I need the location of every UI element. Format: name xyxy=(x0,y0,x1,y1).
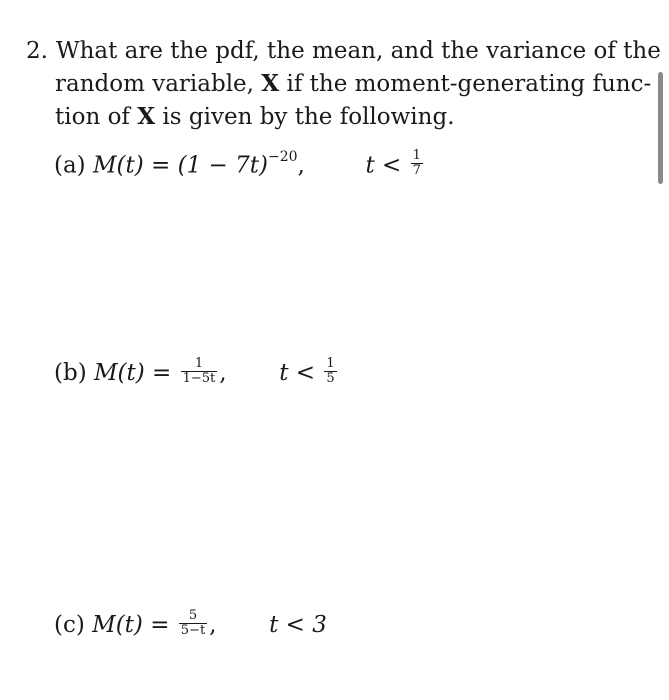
random-variable-x-2: X xyxy=(137,103,156,130)
part-a-condition: t < xyxy=(365,152,402,179)
problem-text-3a: tion of xyxy=(55,104,130,130)
part-b-mgf-lhs: M(t) = xyxy=(93,360,172,386)
part-c-numerator: 5 xyxy=(179,609,207,624)
part-c xyxy=(54,608,327,642)
part-a-mgf: M(t) = (1 − 7t) xyxy=(92,152,268,179)
problem-text-1: What are the pdf, the mean, and the variance of the xyxy=(55,38,661,64)
part-a-cond-denominator: 7 xyxy=(412,163,421,179)
part-b-cond-numerator: 1 xyxy=(326,355,335,371)
part-b-mgf-fraction xyxy=(181,357,218,386)
part-b-label: (b) xyxy=(54,360,87,386)
part-b-condition: t < xyxy=(279,360,316,386)
part-a-label: (a) xyxy=(54,152,86,179)
part-b-condition-fraction xyxy=(324,357,336,386)
part-c-mgf-lhs: M(t) = xyxy=(92,612,170,638)
part-b-denominator: 1−5t xyxy=(182,370,216,386)
vertical-scrollbar[interactable] xyxy=(658,72,663,184)
part-a-cond-numerator: 1 xyxy=(412,148,421,164)
part-b-separator: , xyxy=(219,360,227,386)
part-b xyxy=(54,356,339,390)
part-c-condition: t < 3 xyxy=(269,612,327,638)
problem-text-3b: is given by the following. xyxy=(162,104,455,130)
problem-number: 2. xyxy=(26,38,48,64)
problem-text-2b: if the moment-generating func- xyxy=(286,71,652,97)
part-b-cond-denominator: 5 xyxy=(326,370,335,386)
part-a xyxy=(54,143,425,183)
problem-text-2a: random variable, xyxy=(55,71,254,97)
random-variable-x: X xyxy=(261,70,280,97)
part-a-separator: , xyxy=(297,152,305,179)
part-a-condition-fraction xyxy=(411,149,423,178)
problem-line-3 xyxy=(55,100,455,134)
part-a-exponent: −20 xyxy=(267,149,298,165)
part-c-separator: , xyxy=(209,612,217,638)
part-b-numerator: 1 xyxy=(181,357,218,372)
problem-line-1 xyxy=(26,34,661,68)
part-c-label: (c) xyxy=(54,612,85,638)
part-c-mgf-fraction xyxy=(179,609,207,638)
part-c-denominator: 5−t xyxy=(180,622,206,638)
problem-line-2 xyxy=(55,67,651,101)
